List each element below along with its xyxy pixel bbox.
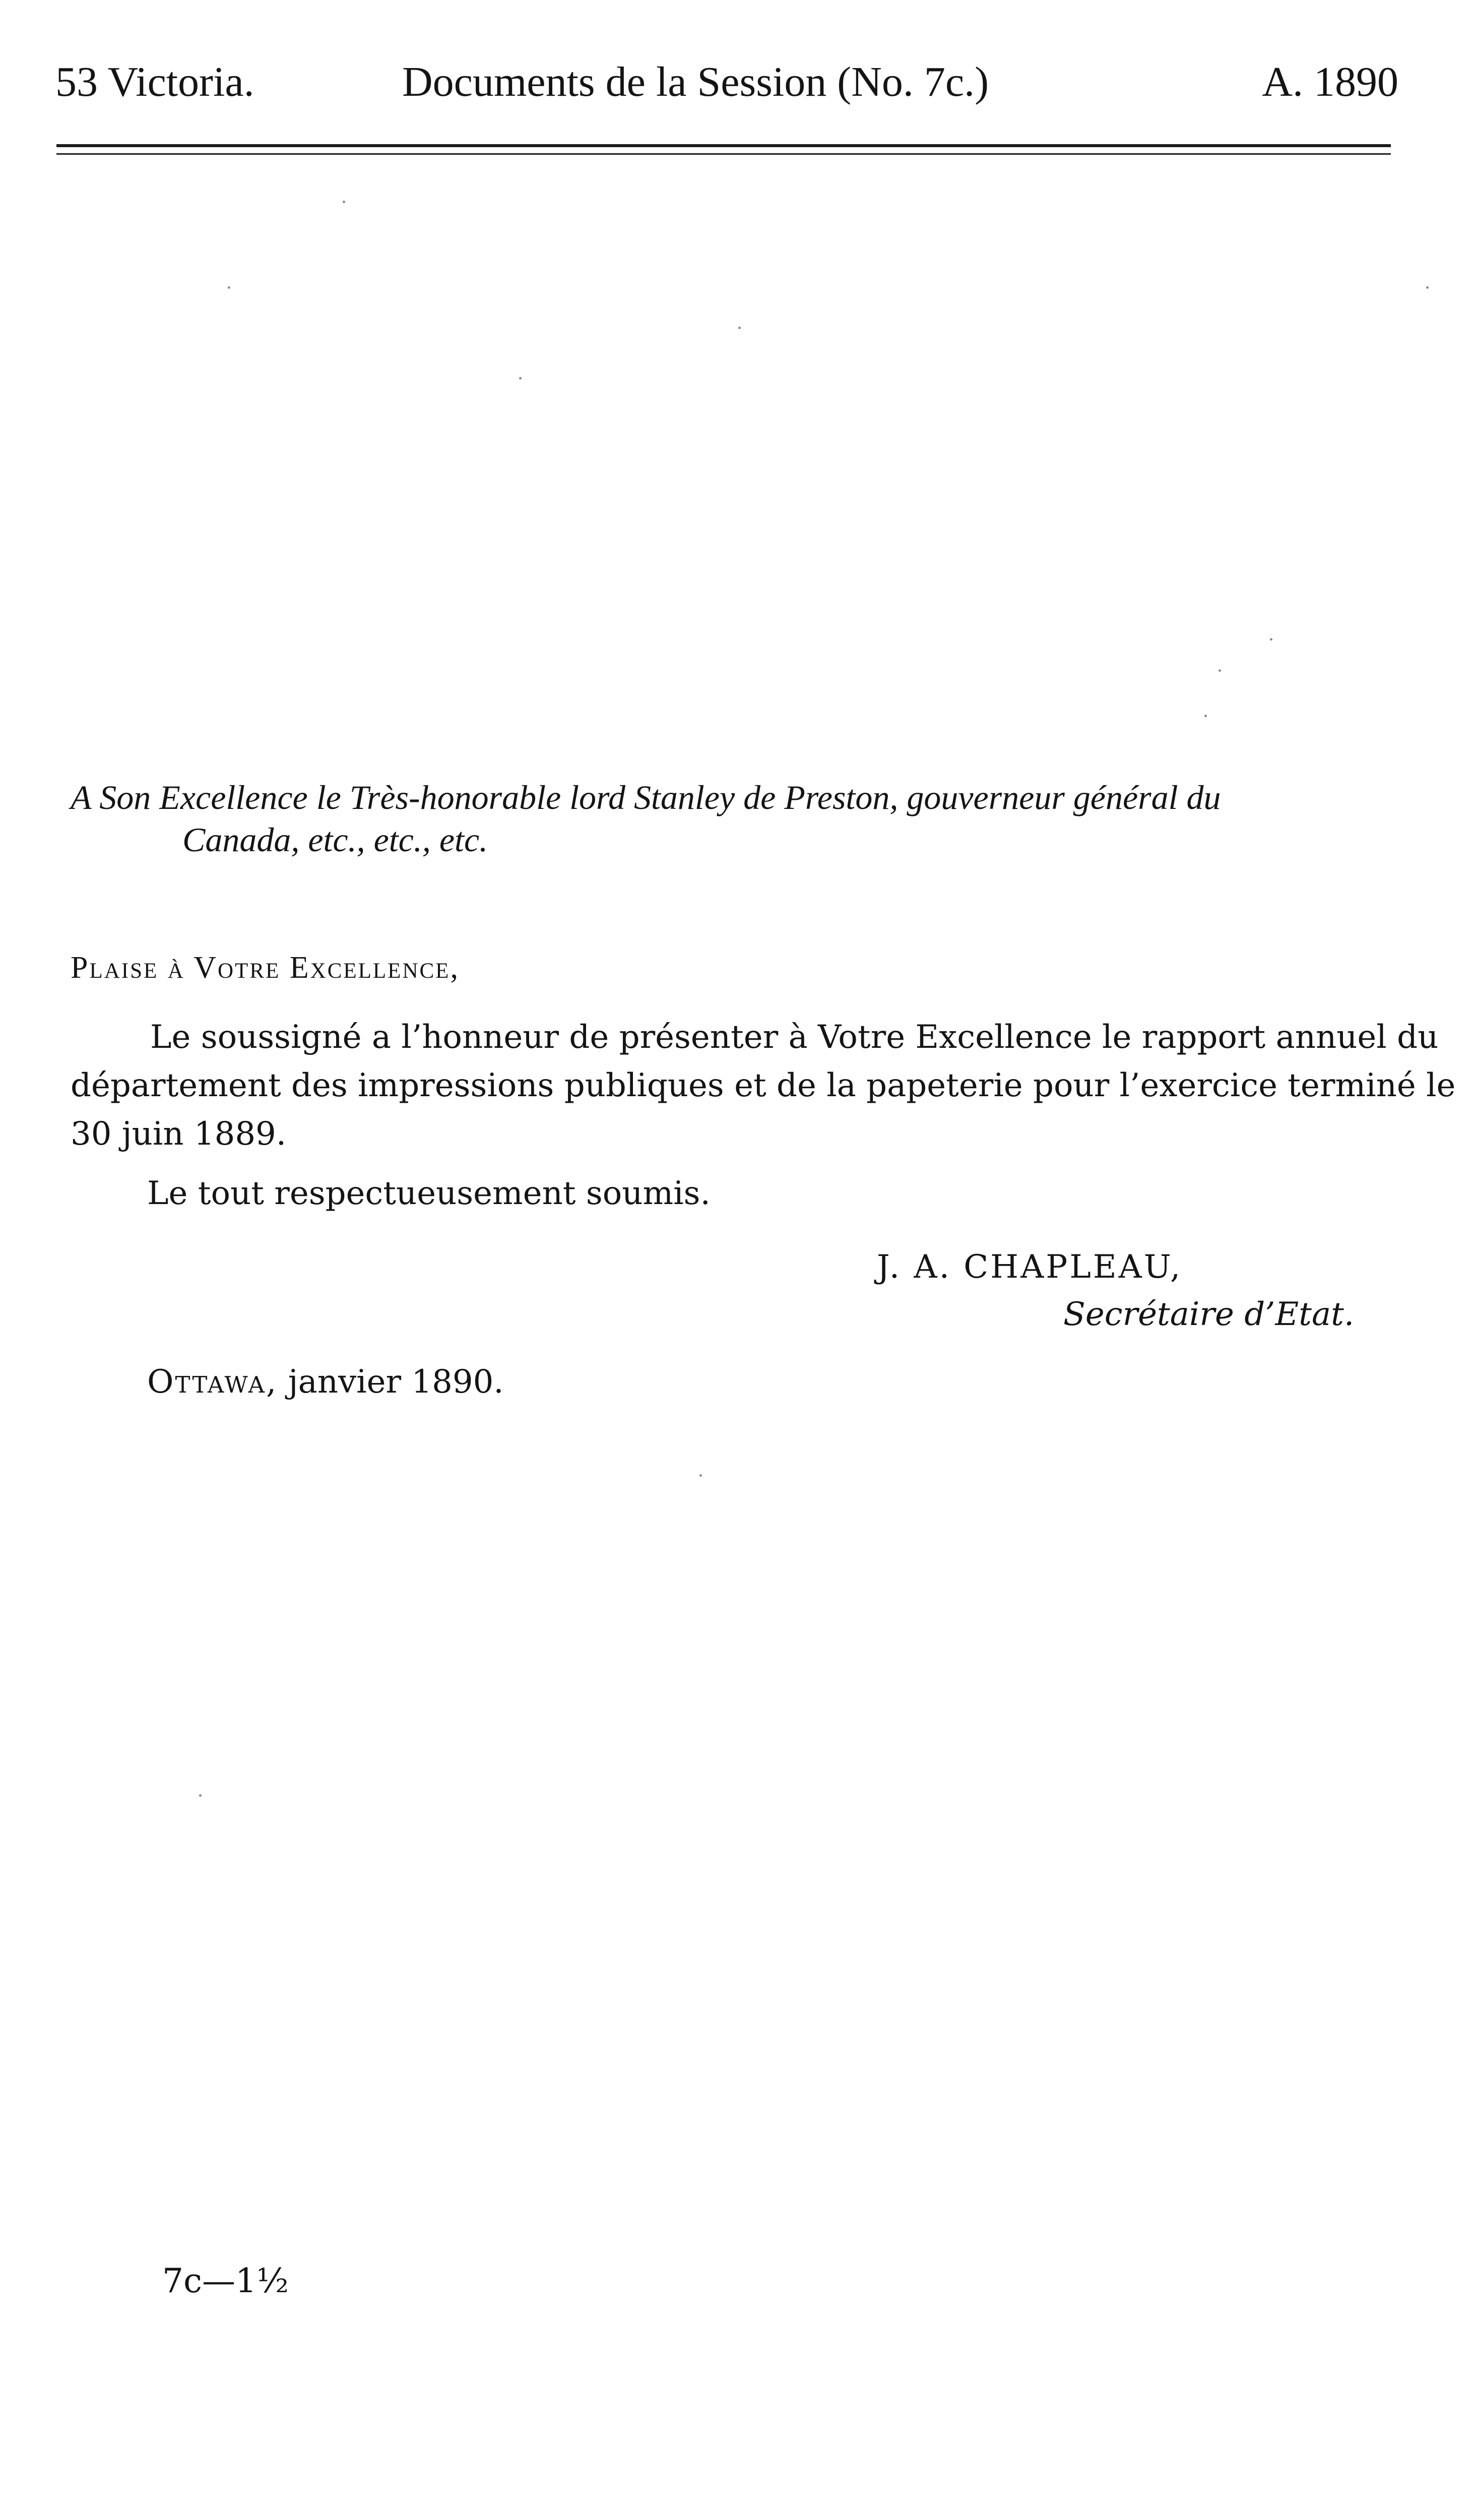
signatory-name: J. A. CHAPLEAU, [877, 1248, 1183, 1286]
printer-signature-mark: 7c—1½ [162, 2261, 289, 2300]
address-line: A Son Excellence le Très-honorable lord Stanley de Preston, gouverneur général du [71, 778, 1221, 816]
scan-speck [228, 286, 230, 289]
scan-speck [1426, 286, 1429, 289]
address-line: Canada, etc., etc., etc. [182, 821, 488, 859]
header-session: 53 Victoria. [55, 58, 254, 105]
scan-speck [738, 327, 741, 329]
body-paragraph [71, 1013, 1456, 1158]
scan-speck [1204, 715, 1207, 717]
closing-line: Le tout respectueusement soumis. [147, 1175, 711, 1212]
header-rule-thick [56, 144, 1391, 147]
scan-speck [699, 1474, 702, 1477]
place-date [147, 1361, 504, 1403]
body-line: département des impressions publiques et de la papeterie pour l’exercice terminé le [71, 1067, 1456, 1104]
address-block [71, 776, 1421, 861]
scan-speck [519, 377, 522, 380]
date-text: janvier 1890. [288, 1363, 504, 1401]
signatory-title: Secrétaire d’Etat. [1063, 1296, 1355, 1333]
header-rule-thin [56, 153, 1391, 155]
header-document-title: Documents de la Session (No. 7c.) [402, 58, 989, 105]
place-name: Ottawa, [147, 1363, 278, 1401]
scan-speck [1270, 638, 1272, 641]
header-year: A. 1890 [1262, 58, 1398, 105]
body-line: Le soussigné a l’honneur de présenter à Votre Excellence le rapport annuel du [150, 1019, 1439, 1056]
salutation: Plaise à Votre Excellence, [71, 951, 460, 985]
scan-speck [343, 201, 345, 203]
scan-speck [199, 1794, 202, 1797]
scan-speck [1219, 669, 1221, 672]
page-header [55, 54, 1398, 110]
body-line: 30 juin 1889. [71, 1115, 287, 1153]
